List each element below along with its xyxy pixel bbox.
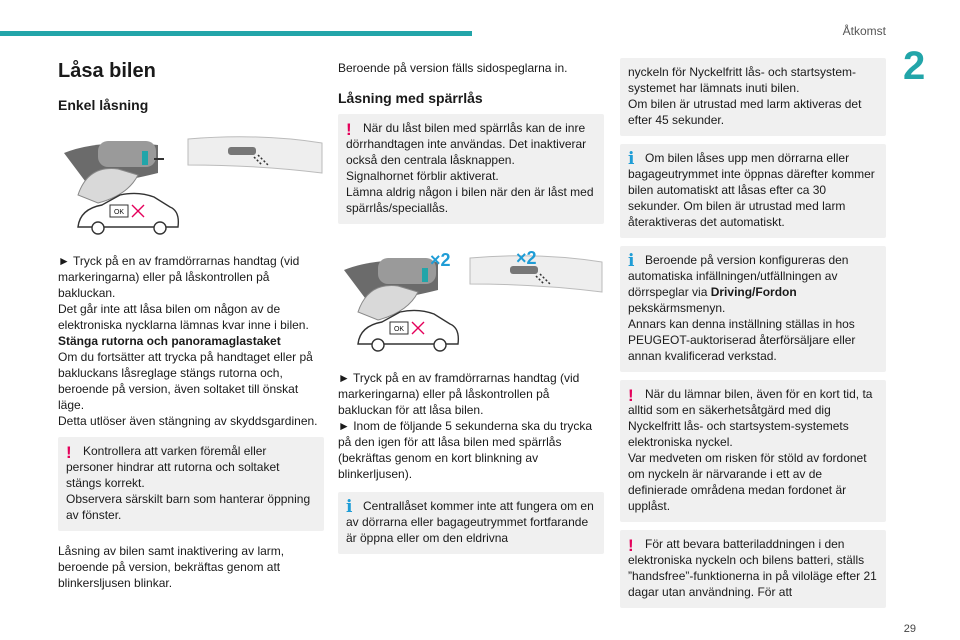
column-2 bbox=[338, 60, 604, 554]
warning-text-take-key: När du lämnar bilen, även för en kort tid, ta alltid som en säkerhetsåtgärd med dig Nyckelfritt lås- och startsystem-systemets elektroniska nyckel. bbox=[628, 387, 873, 449]
info-text-central-lock: Centrallåset kommer inte att fungera om en av dörrarna eller bagageutrymmet fortfarande är öppna eller om den eldrivna bbox=[346, 499, 594, 545]
column-1 bbox=[58, 60, 324, 591]
text-lock-confirmation: Låsning av bilen samt inaktivering av larm, beroende på version, bekräftas genom att blinkersljusen blinkar. bbox=[58, 544, 285, 590]
warning-text-obstacles: Kontrollera att varken föremål eller personer hindrar att rutorna och soltaket stängs korrekt. bbox=[66, 444, 280, 490]
warning-text-handles: När du låst bilen med spärrlås kan de inre dörrhandtagen inte användas. Det inaktiverar också den centrala låsknappen. bbox=[346, 121, 587, 167]
page-title: Låsa bilen bbox=[58, 60, 156, 82]
text-key-left-inside: nyckeln för Nyckelfritt lås- och startsystem-systemet har lämnats inuti bilen. bbox=[628, 65, 857, 95]
info-box-central-lock bbox=[338, 492, 604, 554]
column-3 bbox=[620, 60, 886, 608]
menu-name: Driving/Fordon bbox=[710, 285, 797, 299]
double-press-label: ×2 bbox=[430, 250, 451, 270]
text-mirrors-fold: Beroende på version fälls sidospeglarna in. bbox=[338, 61, 568, 75]
double-press-label: ×2 bbox=[516, 248, 537, 268]
bold-close-windows: Stänga rutorna och panoramaglastaket bbox=[58, 334, 281, 348]
instruction-press-again: ► Inom de följande 5 sekunderna ska du trycka på den igen för att låsa bilen med spärrlås (bekräftas genom en kort blinkning av blinkerljusen). bbox=[338, 419, 593, 481]
continued-box bbox=[620, 58, 886, 136]
instruction-press-handle-lock: ► Tryck på en av framdörrarnas handtag (vid markeringarna) eller på låskontrollen på bakluckan för att låsa bilen. bbox=[338, 371, 580, 417]
warning-text-battery: För att bevara batteriladdningen i den elektroniska nyckeln och bilens batteri, ställs ”handsfree”-funktionerna in på viloläge efter 21 dagar utan användning. För att bbox=[628, 537, 877, 599]
subheading-simple-lock: Enkel låsning bbox=[58, 97, 149, 113]
text-key-inside: Det går inte att låsa bilen om någon av de elektroniska nycklarna lämnas kvar inne i bilen. bbox=[58, 302, 309, 332]
info-text-dealer: Annars kan denna inställning ställas in hos PEUGEOT-auktoriserad återförsäljare eller annan kvalificerad verkstad. bbox=[628, 317, 856, 363]
warning-box-battery bbox=[620, 530, 886, 608]
warning-icon: ! bbox=[628, 386, 634, 405]
chapter-color-bar bbox=[0, 31, 472, 36]
info-box-mirrors-config bbox=[620, 246, 886, 372]
section-title: Åtkomst bbox=[842, 24, 886, 38]
warning-box-take-key bbox=[620, 380, 886, 522]
warning-icon: ! bbox=[628, 536, 634, 555]
warning-text-children: Observera särskilt barn som hanterar öppning av fönster. bbox=[66, 492, 311, 522]
warning-icon: ! bbox=[346, 120, 352, 139]
ok-label: OK bbox=[393, 326, 405, 333]
warning-box-windows bbox=[58, 437, 324, 531]
info-text-part: Beroende på version konfigureras den automatiska infällningen/utfällningen av dörrspeglar via bbox=[628, 253, 849, 299]
warning-text-horn: Signalhornet förblir aktiverat. bbox=[346, 169, 499, 183]
warning-text-theft-risk: Var medveten om risken för stöld av fordonet om nyckeln är närvarande i ett av de definierade områdena medan fordonet är upplåst. bbox=[628, 451, 867, 513]
info-text-auto-relock: Om bilen låses upp men dörrarna eller bagageutrymmet inte öppnas därefter kommer bilen automatiskt att låsas efter ca 30 sekunder. Om bilen är utrustad med larm återaktiveras det automatiskt. bbox=[628, 151, 875, 229]
warning-box-deadlock bbox=[338, 114, 604, 224]
page-number: 29 bbox=[903, 623, 916, 635]
text-sun-blind: Detta utlöser även stängning av skyddsgardinen. bbox=[58, 414, 318, 428]
warning-icon: ! bbox=[66, 443, 72, 462]
info-icon: i bbox=[628, 149, 635, 169]
illustration-simple-lock bbox=[58, 125, 324, 241]
info-text-mirrors-config bbox=[628, 252, 878, 316]
instruction-press-handle: ► Tryck på en av framdörrarnas handtag (vid markeringarna) eller på låskontrollen på bakluckan. bbox=[58, 254, 300, 300]
subheading-deadlock: Låsning med spärrlås bbox=[338, 90, 483, 106]
info-icon: i bbox=[628, 251, 635, 271]
warning-text-never-leave: Lämna aldrig någon i bilen när den är låst med spärrlås/speciallås. bbox=[346, 185, 594, 215]
info-icon: i bbox=[346, 497, 353, 517]
info-text-part: pekskärmsmenyn. bbox=[628, 301, 726, 315]
text-keep-pressing: Om du fortsätter att trycka på handtaget eller på bakluckans låsreglage stängs rutorna och, beroende på version, även soltaket till önskat läge. bbox=[58, 350, 313, 412]
ok-label: OK bbox=[113, 209, 125, 216]
text-alarm-45s: Om bilen är utrustad med larm aktiveras det efter 45 sekunder. bbox=[628, 97, 862, 127]
info-box-auto-relock bbox=[620, 144, 886, 238]
illustration-deadlock bbox=[338, 246, 604, 358]
chapter-number: 2 bbox=[903, 44, 926, 88]
